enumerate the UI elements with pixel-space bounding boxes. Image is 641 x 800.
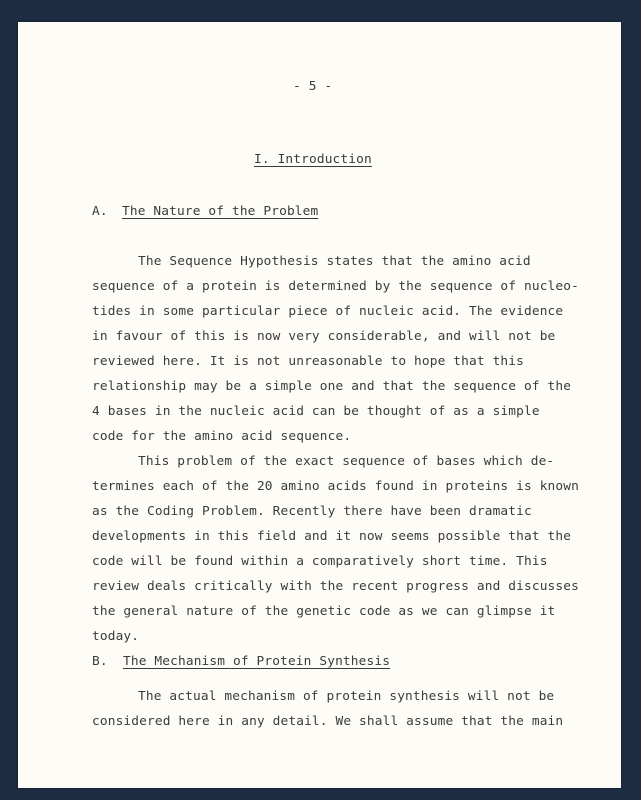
- paragraph-line: termines each of the 20 amino acids found in proteins is known: [92, 479, 579, 494]
- paragraph-line: code for the amino acid sequence.: [92, 429, 352, 444]
- paragraph-line: review deals critically with the recent progress and discusses: [92, 579, 579, 594]
- section-title: I. Introduction: [254, 152, 372, 167]
- page-number: - 5 -: [293, 79, 333, 94]
- paragraph-line: as the Coding Problem. Recently there have been dramatic: [92, 504, 532, 519]
- paragraph-line: reviewed here. It is not unreasonable to hope that this: [92, 354, 524, 369]
- paragraph-line: The Sequence Hypothesis states that the amino acid: [138, 254, 531, 269]
- paragraph-line: code will be found within a comparatively short time. This: [92, 554, 548, 569]
- paragraph-line: considered here in any detail. We shall assume that the main: [92, 714, 564, 729]
- paragraph-line: the general nature of the genetic code as we can glimpse it: [92, 604, 556, 619]
- paragraph-line: today.: [92, 629, 140, 644]
- subsection-a-label: A.: [92, 204, 108, 219]
- paragraph-line: relationship may be a simple one and that the sequence of the: [92, 379, 572, 394]
- paragraph-line: tides in some particular piece of nucleic acid. The evidence: [92, 304, 564, 319]
- document-page: [18, 22, 621, 788]
- subsection-b-label: B.: [92, 654, 108, 669]
- subsection-b-title: The Mechanism of Protein Synthesis: [123, 654, 391, 669]
- paragraph-line: The actual mechanism of protein synthesis will not be: [138, 689, 555, 704]
- paragraph-line: developments in this field and it now seems possible that the: [92, 529, 572, 544]
- paragraph-line: This problem of the exact sequence of bases which de-: [138, 454, 555, 469]
- paragraph-line: 4 bases in the nucleic acid can be thought of as a simple: [92, 404, 540, 419]
- paragraph-line: sequence of a protein is determined by the sequence of nucleo-: [92, 279, 579, 294]
- paragraph-line: in favour of this is now very considerable, and will not be: [92, 329, 556, 344]
- subsection-a-title: The Nature of the Problem: [122, 204, 319, 219]
